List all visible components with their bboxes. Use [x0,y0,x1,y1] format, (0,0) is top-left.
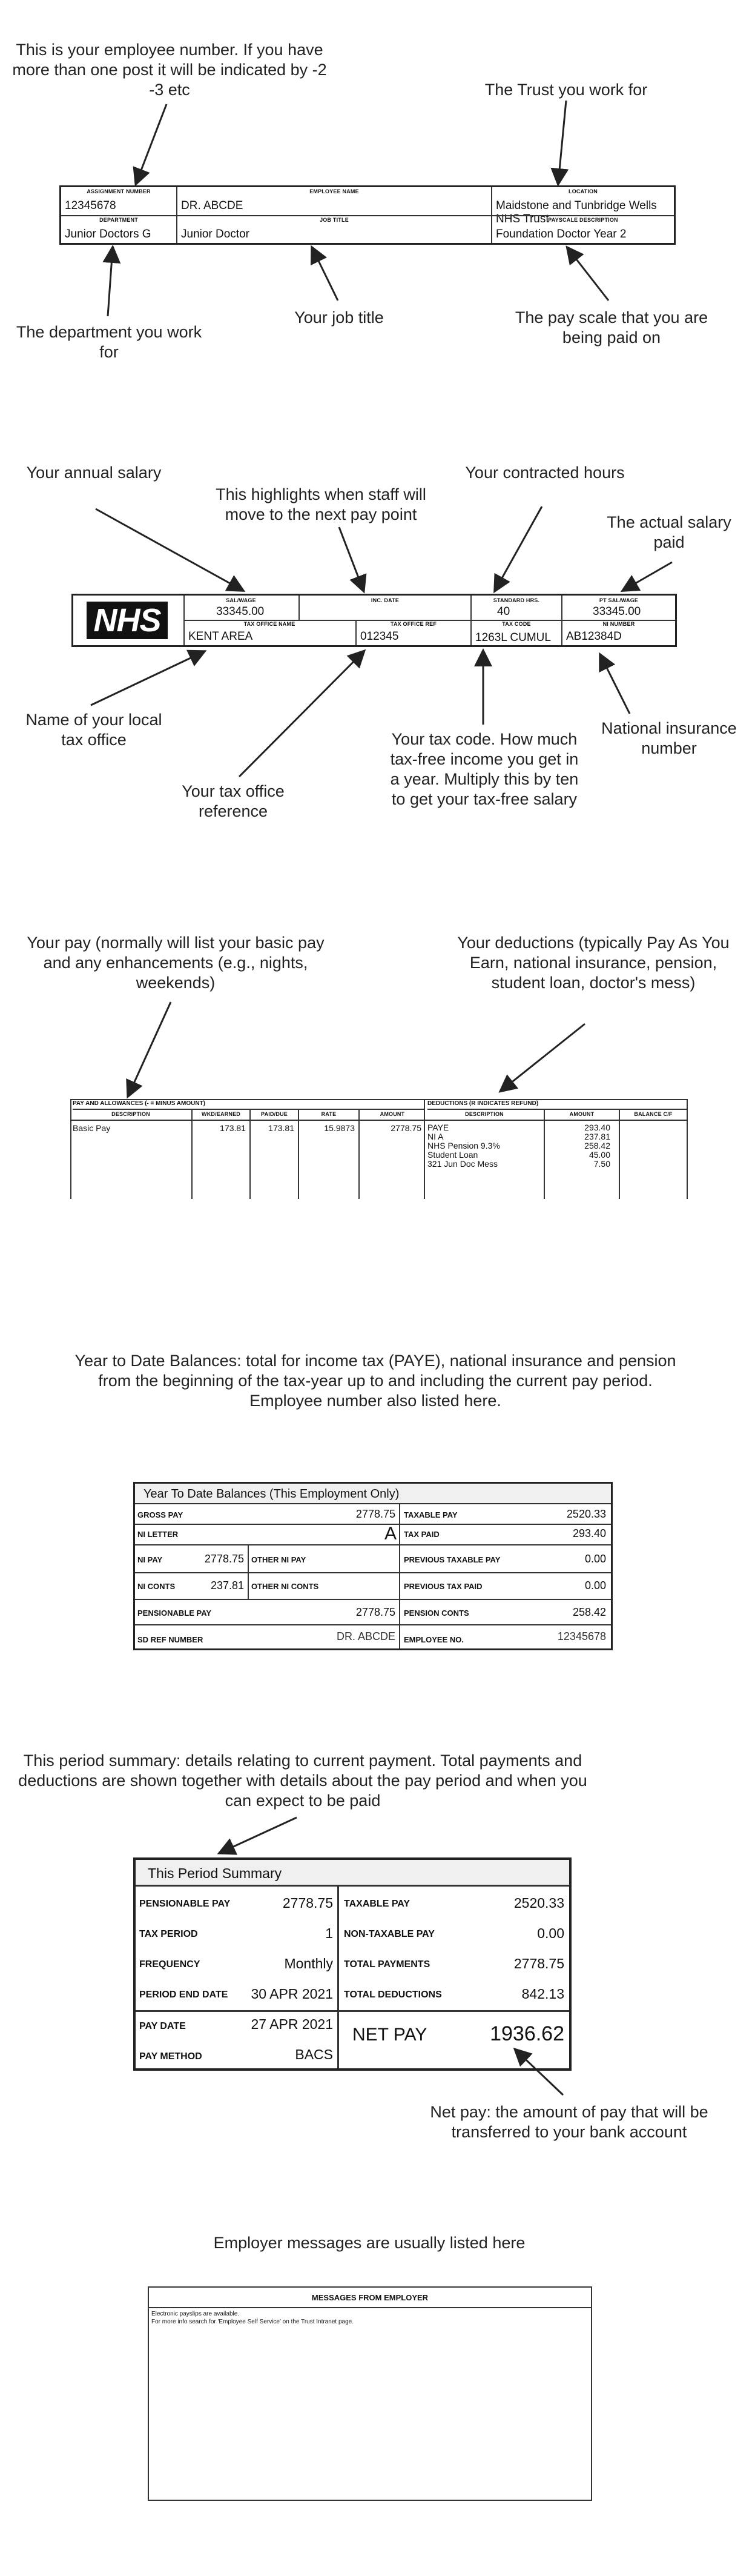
arrow-inc-date [339,527,363,590]
assignment-number-label: ASSIGNMENT NUMBER [87,188,151,194]
messages-box [148,2286,592,2501]
ytd-sd-ref-value: DR. ABCDE [336,1630,395,1642]
payscale-label: PAYSCALE DESCRIPTION [491,215,674,243]
note-tax-ref: Your tax office reference [182,782,285,820]
messages-line-1: Electronic payslips are available. [151,2311,240,2317]
ded-row-amount-4: 7.50 [593,1159,610,1169]
ytd-other-ni-conts-label: OTHER NI CONTS [251,1582,319,1591]
note-contracted-hours: Your contracted hours [465,463,625,482]
standard-hours-value: 40 [497,605,510,618]
pay-allowances-title: PAY AND ALLOWANCES (- = MINUS AMOUNT) [73,1100,424,1110]
ytd-ni-pay-value: 2778.75 [204,1553,244,1565]
period-tax-period-value: 1 [325,1925,333,1941]
note-ni-number: National insurance number [601,719,737,757]
period-taxable-label: TAXABLE PAY [344,1899,410,1909]
period-taxable-value: 2520.33 [513,1895,564,1911]
pay-row-paid-due: 173.81 [268,1123,294,1133]
standard-hours-label: STANDARD HRS. [470,596,561,620]
arrow-employee-number [136,104,166,183]
ded-row-desc-2: NHS Pension 9.3% [427,1141,500,1150]
pay-col-rate: RATE [298,1110,358,1199]
period-summary-box [133,1857,572,2071]
ded-row-amount-1: 237.81 [584,1132,610,1141]
note-net-pay: Net pay: the amount of pay that will be transferred to your bank account [430,2103,708,2141]
note-your-pay: Your pay (normally will list your basic pay and any enhancements (e.g., nights, weekends) [27,934,325,992]
ded-col-balance: BALANCE C/F [619,1110,687,1199]
note-job-title: Your job title [294,308,384,327]
arrow-your-pay [128,1002,171,1095]
ni-number-label: NI NUMBER [561,620,675,645]
note-tax-code: Your tax code. How much tax-free income you get in a year. Multiply this by ten to get your tax-free salary [390,730,579,808]
ded-row-amount-2: 258.42 [584,1141,610,1150]
ytd-title: Year To Date Balances (This Employment Only) [135,1484,611,1504]
ytd-tax-paid-label: TAX PAID [404,1530,440,1539]
pay-row-amount: 2778.75 [391,1123,421,1133]
salwage-label: SAL/WAGE [226,597,256,603]
note-trust: The Trust you work for [484,81,648,99]
pay-row-description: Basic Pay [73,1123,111,1133]
period-end-label: PERIOD END DATE [139,1990,228,2000]
period-title: This Period Summary [136,1860,569,1887]
period-pay-method-label: PAY METHOD [139,2051,202,2062]
note-period-summary: This period summary: details relating to current payment. Total payments and deductions are shown together with details about the pay period and when you can expect to be paid [18,1751,587,1810]
ded-col-amount: AMOUNT [544,1110,619,1199]
ytd-pension-conts-value: 258.42 [572,1606,606,1618]
ytd-prev-taxable-value: 0.00 [584,1553,606,1565]
period-total-deductions-label: TOTAL DEDUCTIONS [344,1990,442,2000]
messages-line-2: For more info search for 'Employee Self Service' on the Trust Intranet page. [151,2319,354,2325]
messages-title: MESSAGES FROM EMPLOYER [149,2288,591,2308]
arrow-tax-ref [239,652,363,777]
ded-row-desc-4: 321 Jun Doc Mess [427,1159,498,1169]
tax-code-label: TAX CODE [470,620,561,645]
job-title-label: JOB TITLE [176,215,491,243]
note-deductions: Your deductions (typically Pay As You Earn, national insurance, pension, student loan, doctor's mess) [457,934,730,992]
ytd-ni-conts-label: NI CONTS [137,1582,176,1591]
period-pay-method-value: BACS [295,2047,333,2062]
ytd-taxable-pay-label: TAXABLE PAY [404,1510,458,1519]
period-pensionable-value: 2778.75 [282,1895,333,1911]
salary-details-box [71,594,677,647]
period-pensionable-label: PENSIONABLE PAY [139,1899,231,1909]
pay-row-rate: 15.9873 [324,1123,355,1133]
ytd-box [133,1482,613,1650]
employee-name-label: EMPLOYEE NAME [176,187,491,215]
period-non-taxable-value: 0.00 [537,1925,564,1941]
ytd-ni-letter-label: NI LETTER [137,1530,179,1539]
pay-row-wkd-earned: 173.81 [220,1123,246,1133]
ytd-prev-tax-value: 0.00 [584,1579,606,1592]
period-tax-period-label: TAX PERIOD [139,1929,198,1939]
arrow-deductions [501,1024,585,1090]
nhs-logo-panel [73,596,183,645]
tax-office-value: KENT AREA [188,630,253,643]
note-pay-scale: The pay scale that you are being paid on [515,308,708,347]
employee-details-box [59,185,676,245]
note-employee-number: This is your employee number. If you have more than one post it will be indicated by -2 -3 etc [12,41,327,99]
period-total-payments-value: 2778.75 [513,1956,564,1971]
ytd-sd-ref-label: SD REF NUMBER [137,1635,203,1644]
net-pay-label: NET PAY [352,2025,427,2045]
assignment-number-value: 12345678 [65,199,116,212]
pay-col-paid-due: PAID/DUE [249,1110,298,1199]
note-annual-salary: Your annual salary [26,463,162,482]
ded-row-amount-0: 293.40 [584,1123,610,1132]
ded-row-desc-1: NI A [427,1132,444,1141]
note-tax-office: Name of your local tax office [25,711,162,749]
tax-code-value: 1263L CUMUL [475,631,551,644]
period-pay-date-value: 27 APR 2021 [251,2016,333,2032]
pt-salwage-label: PT SAL/WAGE [561,596,675,620]
pay-col-amount: AMOUNT [358,1110,425,1199]
location-value: Maidstone and Tunbridge Wells NHS Trust [496,199,657,225]
arrow-tax-office [91,652,203,705]
department-label: DEPARTMENT [99,217,138,223]
tax-ref-label: TAX OFFICE REF [355,620,470,645]
period-frequency-label: FREQUENCY [139,1959,200,1970]
ytd-gross-pay-label: GROSS PAY [137,1510,183,1519]
tax-ref-value: 012345 [360,630,399,643]
ytd-ni-pay-label: NI PAY [137,1555,163,1564]
ded-row-desc-3: Student Loan [427,1150,478,1160]
period-total-deductions-value: 842.13 [521,1986,564,2002]
ytd-tax-paid-value: 293.40 [572,1527,606,1539]
department-value: Junior Doctors G [65,228,151,241]
ytd-pension-conts-label: PENSION CONTS [404,1608,469,1618]
pay-col-wkd-earned: WKD/EARNED [191,1110,249,1199]
ytd-taxable-pay-value: 2520.33 [566,1508,606,1520]
period-pay-date-label: PAY DATE [139,2021,186,2031]
payscale-value: Foundation Doctor Year 2 [496,228,627,241]
employee-name-value: DR. ABCDE [181,199,243,212]
note-department: The department you work for [16,323,202,361]
inc-date-label: INC. DATE [298,596,470,620]
salwage-value: 33345.00 [216,605,265,618]
pt-salwage-value: 33345.00 [593,605,641,618]
ytd-prev-taxable-label: PREVIOUS TAXABLE PAY [404,1555,501,1564]
ytd-pensionable-label: PENSIONABLE PAY [137,1608,212,1618]
arrow-department [108,248,113,316]
arrow-trust [558,101,566,183]
ded-row-amount-3: 45.00 [589,1150,610,1160]
ytd-employee-no-value: 12345678 [557,1630,606,1642]
ytd-other-ni-pay-label: OTHER NI PAY [251,1555,306,1564]
ded-row-desc-0: PAYE [427,1123,449,1132]
ytd-ni-conts-value: 237.81 [210,1579,244,1592]
net-pay-value: 1936.62 [490,2022,564,2045]
note-actual-salary: The actual salary paid [607,513,731,551]
arrow-ni-number [601,656,630,714]
tax-office-label: TAX OFFICE NAME [243,621,295,627]
note-inc-date: This highlights when staff will move to the next pay point [216,485,426,523]
ytd-employee-no-label: EMPLOYEE NO. [404,1635,464,1644]
job-title-value: Junior Doctor [181,228,249,241]
arrow-pay-scale [568,248,608,300]
ytd-pensionable-value: 2778.75 [355,1606,395,1618]
location-label: LOCATION [491,187,674,215]
arrow-period-summary [220,1817,297,1853]
arrow-contracted-hours [495,506,542,590]
period-frequency-value: Monthly [284,1956,333,1971]
ytd-prev-tax-label: PREVIOUS TAX PAID [404,1582,483,1591]
ded-col-description: DESCRIPTION [465,1111,504,1117]
note-ytd: Year to Date Balances: total for income tax (PAYE), national insurance and pension from the beginning of the tax-year up to and including the current pay period. Employee number also listed here. [74,1352,676,1410]
arrow-job-title [312,248,338,300]
period-end-value: 30 APR 2021 [251,1986,333,2002]
ytd-ni-letter-value: A [384,1524,397,1544]
pay-col-description: DESCRIPTION [111,1111,150,1117]
pay-deductions-table [70,1099,688,1199]
deductions-title: DEDUCTIONS (R INDICATES REFUND) [427,1100,687,1110]
ni-number-value: AB12384D [566,630,622,643]
nhs-logo: NHS [87,602,168,639]
arrow-actual-salary [624,562,672,590]
note-messages: Employer messages are usually listed here [213,2234,526,2252]
ytd-gross-pay-value: 2778.75 [355,1508,395,1520]
period-total-payments-label: TOTAL PAYMENTS [344,1959,430,1970]
period-non-taxable-label: NON-TAXABLE PAY [344,1929,435,1939]
